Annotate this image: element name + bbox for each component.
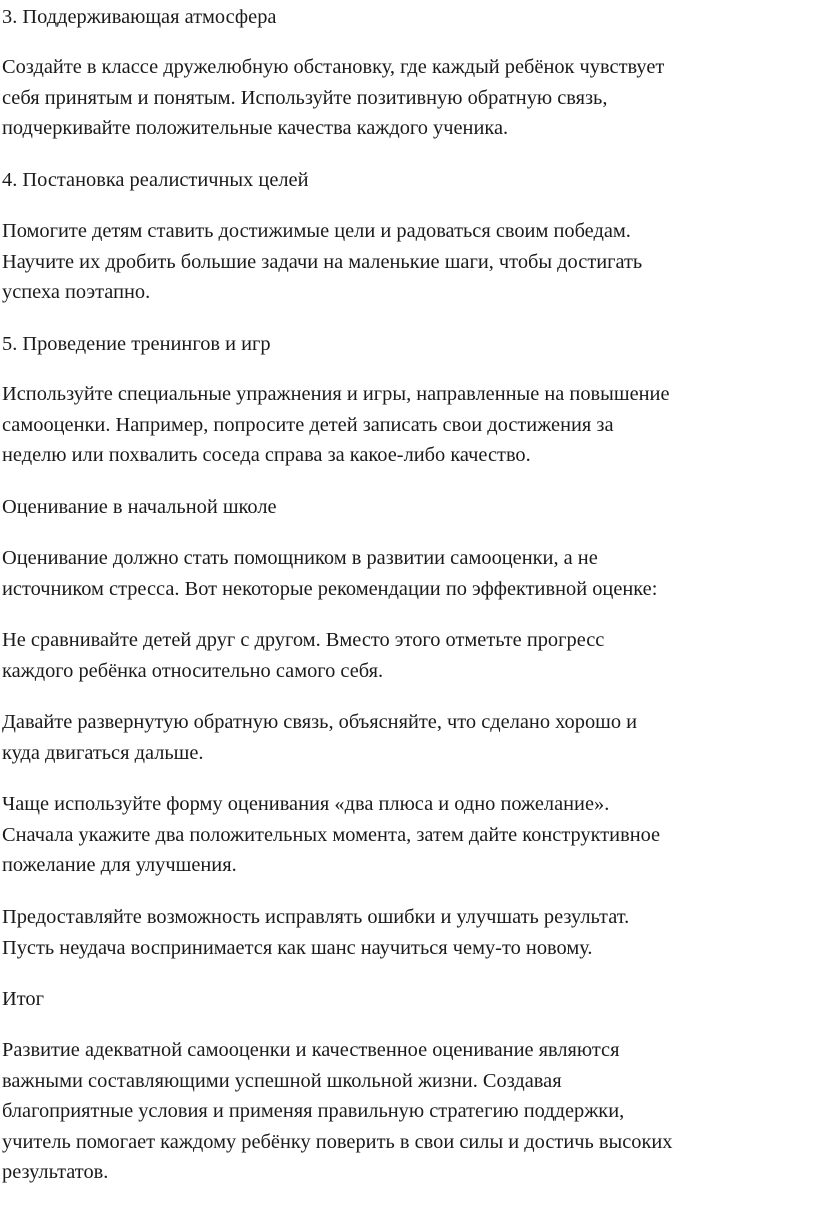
heading-primary-school-assessment: [2, 492, 812, 523]
text-line: Итог: [2, 988, 44, 1010]
text-line: Давайте развернутую обратную связь, объясняйте, что сделано хорошо и: [2, 711, 638, 733]
text-line: учитель помогает каждому ребёнку поверить в свои силы и достичь высоких: [2, 1130, 673, 1153]
text-line: самооценки. Например, попросите детей записать свои достижения за: [2, 413, 614, 436]
heading-realistic-goals: [2, 165, 812, 196]
text-line: Оценивание в начальной школе: [2, 496, 277, 518]
text-line: Предоставляйте возможность исправлять ошибки и улучшать результат.: [2, 906, 630, 928]
paragraph-assessment-intro: [2, 543, 812, 604]
paragraph-supportive-atmosphere: [2, 52, 812, 144]
text-line: Помогите детям ставить достижимые цели и радоваться своим победам.: [2, 220, 631, 242]
paragraph-realistic-goals: [2, 216, 812, 308]
text-line: источником стресса. Вот некоторые рекомендации по эффективной оценке:: [2, 577, 658, 600]
text-line: 3. Поддерживающая атмосфера: [2, 6, 277, 28]
text-line: неделю или похвалить соседа справа за какое-либо качество.: [2, 444, 531, 467]
paragraph-two-pluses: [2, 789, 812, 881]
paragraph-summary: [2, 1035, 812, 1188]
text-line: пожелание для улучшения.: [2, 854, 237, 877]
heading-summary: [2, 984, 812, 1015]
text-line: Не сравнивайте детей друг с другом. Вместо этого отметьте прогресс: [2, 629, 605, 651]
text-line: Развитие адекватной самооценки и качественное оценивание являются: [2, 1039, 620, 1061]
text-line: Сначала укажите два положительных момента, затем дайте конструктивное: [2, 823, 661, 846]
text-line: подчеркивайте положительные качества каждого ученика.: [2, 117, 509, 140]
text-line: каждого ребёнка относительно самого себя.: [2, 659, 384, 682]
heading-trainings-games: [2, 329, 812, 360]
paragraph-detailed-feedback: [2, 707, 812, 768]
text-line: Пусть неудача воспринимается как шанс научиться чему-то новому.: [2, 936, 593, 959]
text-line: 4. Постановка реалистичных целей: [2, 169, 309, 191]
text-line: куда двигаться дальше.: [2, 741, 204, 764]
paragraph-fix-mistakes: [2, 902, 812, 963]
paragraph-no-comparison: [2, 625, 812, 686]
text-line: успеха поэтапно.: [2, 281, 151, 304]
text-line: Используйте специальные упражнения и игры, направленные на повышение: [2, 383, 670, 405]
heading-supportive-atmosphere: [2, 2, 812, 33]
text-line: Оценивание должно стать помощником в развитии самооценки, а не: [2, 547, 598, 569]
text-line: 5. Проведение тренингов и игр: [2, 333, 271, 355]
text-line: Научите их дробить большие задачи на маленькие шаги, чтобы достигать: [2, 250, 643, 273]
text-line: себя принятым и понятым. Используйте позитивную обратную связь,: [2, 86, 608, 109]
paragraph-trainings-games: [2, 379, 812, 471]
text-line: Чаще используйте форму оценивания «два плюса и одно пожелание».: [2, 793, 610, 815]
text-line: результатов.: [2, 1161, 109, 1184]
text-line: Создайте в классе дружелюбную обстановку, где каждый ребёнок чувствует: [2, 56, 665, 78]
text-line: важными составляющими успешной школьной жизни. Создавая: [2, 1069, 562, 1092]
text-line: благоприятные условия и применяя правильную стратегию поддержки,: [2, 1100, 625, 1123]
